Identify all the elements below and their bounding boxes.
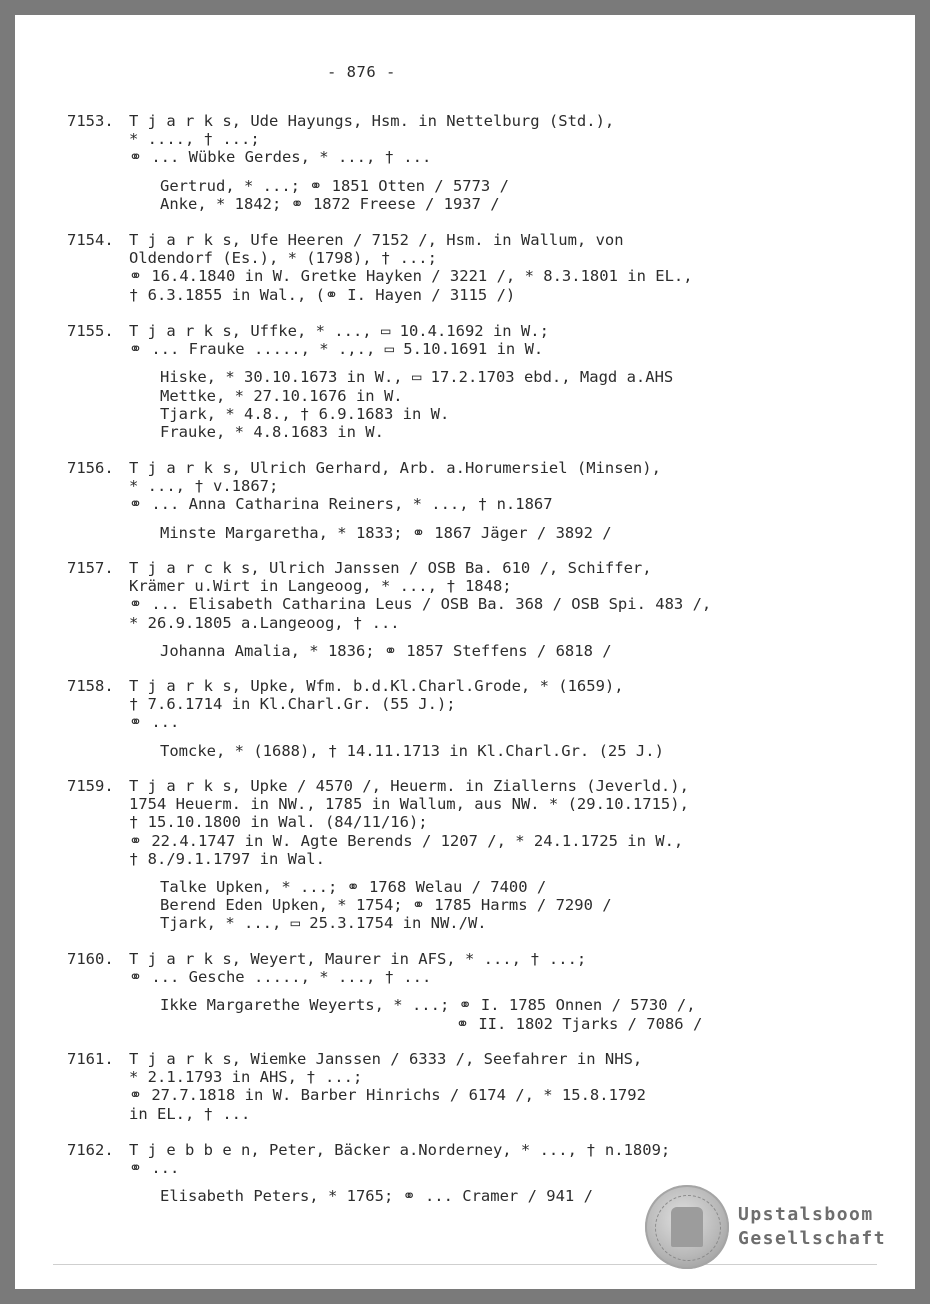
child-line: Hiske, * 30.10.1673 in W., ▭ 17.2.1703 ebd., Magd a.AHS (160, 368, 674, 387)
child-line: Tjark, * ..., ▭ 25.3.1754 in NW./W. (160, 914, 487, 933)
entry-line: T j e b b e n, Peter, Bäcker a.Norderney, * ..., † n.1809; (129, 1141, 671, 1159)
brand-logo (738, 1203, 886, 1251)
entry-line: Oldendorf (Es.), * (1798), † ...; (129, 249, 437, 268)
entry-7155 (67, 322, 867, 441)
child-line: Anke, * 1842; ⚭ 1872 Freese / 1937 / (160, 194, 500, 213)
entry-number: 7154. (67, 231, 114, 249)
entry-line: T j a r k s, Wiemke Janssen / 6333 /, Seefahrer in NHS, (129, 1050, 643, 1068)
entry-line: † 7.6.1714 in Kl.Charl.Gr. (55 J.); (129, 695, 456, 714)
footer-divider (53, 1264, 877, 1265)
page-number: - 876 - (327, 63, 396, 81)
entry-line: 1754 Heuerm. in NW., 1785 in Wallum, aus NW. * (29.10.1715), (129, 795, 689, 814)
entry-line: † 15.10.1800 in Wal. (84/11/16); (129, 813, 428, 832)
entry-number: 7153. (67, 112, 114, 130)
entry-number: 7160. (67, 950, 114, 968)
child-line: Gertrud, * ...; ⚭ 1851 Otten / 5773 / (160, 176, 509, 195)
entry-line: T j a r k s, Upke / 4570 /, Heuerm. in Ziallerns (Jeverld.), (129, 777, 689, 795)
child-line: Minste Margaretha, * 1833; ⚭ 1867 Jäger / 3892 / (160, 523, 612, 542)
entry-line: † 8./9.1.1797 in Wal. (129, 849, 325, 868)
entry-line: ⚭ ... Wübke Gerdes, * ..., † ... (129, 148, 432, 167)
entry-line: * 2.1.1793 in AHS, † ...; (129, 1068, 363, 1087)
entry-line: ⚭ ... (129, 713, 180, 732)
child-line: ⚭ II. 1802 Tjarks / 7086 / (456, 1014, 703, 1033)
seal-figure (671, 1207, 703, 1247)
entry-number: 7161. (67, 1050, 114, 1068)
entry-line: Krämer u.Wirt in Langeoog, * ..., † 1848; (129, 577, 512, 596)
entry-line: ⚭ 27.7.1818 in W. Barber Hinrichs / 6174 /, * 15.8.1792 (129, 1086, 646, 1105)
entry-7157 (67, 559, 867, 660)
entry-7161 (67, 1050, 867, 1123)
entry-line: ⚭ 16.4.1840 in W. Gretke Hayken / 3221 /, * 8.3.1801 in EL., (129, 267, 693, 286)
entry-line: * 26.9.1805 a.Langeoog, † ... (129, 613, 400, 632)
document-page (15, 15, 915, 1289)
entry-line: ⚭ ... Frauke ....., * .,., ▭ 5.10.1691 in W. (129, 340, 544, 359)
entry-7159 (67, 777, 867, 933)
entry-7160 (67, 950, 867, 1033)
entry-line: T j a r k s, Ude Hayungs, Hsm. in Nettelburg (Std.), (129, 112, 615, 130)
entry-line: * ..., † v.1867; (129, 477, 279, 496)
entry-line: † 6.3.1855 in Wal., (⚭ I. Hayen / 3115 /) (129, 285, 516, 304)
brand-line2: Gesellschaft (738, 1228, 887, 1249)
entry-line: ⚭ ... Elisabeth Catharina Leus / OSB Ba. 368 / OSB Spi. 483 /, (129, 595, 712, 614)
entry-7154 (67, 231, 867, 304)
seal-icon (645, 1185, 729, 1269)
entry-line: ⚭ ... (129, 1159, 180, 1178)
child-line: Tjark, * 4.8., † 6.9.1683 in W. (160, 404, 450, 423)
child-line: Frauke, * 4.8.1683 in W. (160, 423, 384, 442)
child-line: Berend Eden Upken, * 1754; ⚭ 1785 Harms / 7290 / (160, 896, 612, 915)
child-line: Elisabeth Peters, * 1765; ⚭ ... Cramer / 941 / (160, 1187, 593, 1206)
entry-number: 7162. (67, 1141, 114, 1159)
entry-line: ⚭ ... Gesche ....., * ..., † ... (129, 968, 432, 987)
entry-line: ⚭ ... Anna Catharina Reiners, * ..., † n.1867 (129, 495, 553, 514)
entry-number: 7159. (67, 777, 114, 795)
entry-number: 7158. (67, 677, 114, 695)
entry-line: T j a r c k s, Ulrich Janssen / OSB Ba. 610 /, Schiffer, (129, 559, 652, 577)
child-line: Johanna Amalia, * 1836; ⚭ 1857 Steffens / 6818 / (160, 641, 612, 660)
entry-line: T j a r k s, Uffke, * ..., ▭ 10.4.1692 in W.; (129, 322, 549, 340)
child-line: Ikke Margarethe Weyerts, * ...; ⚭ I. 1785 Onnen / 5730 /, (160, 996, 696, 1015)
entry-7158 (67, 677, 867, 760)
entry-number: 7155. (67, 322, 114, 340)
entry-7162 (67, 1141, 867, 1206)
brand-line1: Upstalsboom (738, 1204, 874, 1225)
entry-line: T j a r k s, Weyert, Maurer in AFS, * ..., † ...; (129, 950, 587, 968)
entry-line: T j a r k s, Ulrich Gerhard, Arb. a.Horumersiel (Minsen), (129, 459, 661, 477)
entry-7156 (67, 459, 867, 542)
entry-line: T j a r k s, Upke, Wfm. b.d.Kl.Charl.Grode, * (1659), (129, 677, 624, 695)
child-line: Mettke, * 27.10.1676 in W. (160, 386, 403, 405)
entry-line: ⚭ 22.4.1747 in W. Agte Berends / 1207 /, * 24.1.1725 in W., (129, 831, 684, 850)
entry-7153 (67, 112, 867, 213)
child-line: Talke Upken, * ...; ⚭ 1768 Welau / 7400 / (160, 878, 547, 897)
entry-line: in EL., † ... (129, 1104, 251, 1123)
entry-line: * ...., † ...; (129, 130, 260, 149)
entry-line: T j a r k s, Ufe Heeren / 7152 /, Hsm. in Wallum, von (129, 231, 624, 249)
child-line: Tomcke, * (1688), † 14.11.1713 in Kl.Charl.Gr. (25 J.) (160, 741, 664, 760)
entry-number: 7156. (67, 459, 114, 477)
entry-number: 7157. (67, 559, 114, 577)
